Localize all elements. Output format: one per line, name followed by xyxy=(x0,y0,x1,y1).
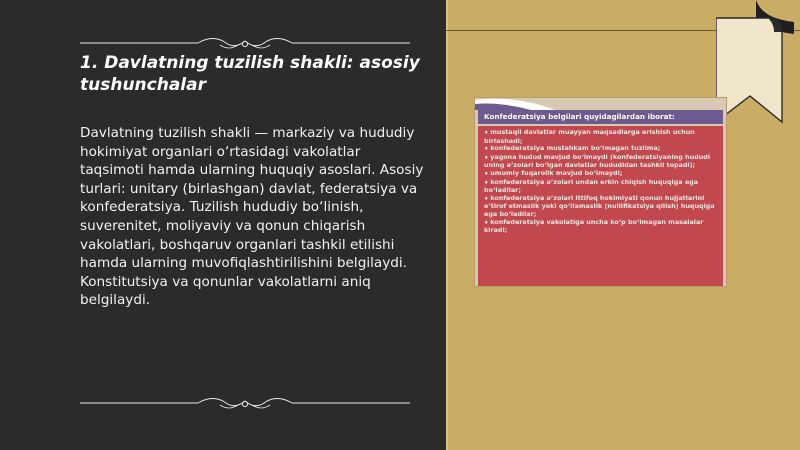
slide-title: 1. Davlatning tuzilish shakli: asosiy tushunchalar xyxy=(80,53,420,95)
ornament-divider-bottom xyxy=(80,396,410,410)
list-item: ♦ konfederatsiya a’zolari ittifoq hokimiyati qonun hujjatlarini e’tirof etmaslik yoki qo‘llamaslik (nullifikatsiya qilish) huquqiga ega bo‘ladilar; xyxy=(484,195,719,219)
slide-body-text: Davlatning tuzilish shakli — markaziy va hududiy hokimiyat organlari o‘rtasidagi vakolatlar taqsimoti hamda ularning huquqiy asoslari. Asosiy turlari: unitary (birlashgan) davlat, federatsiya va konfederatsiya. Tuzilish hududiy bo‘linish, suverenitet, moliyaviy va qonun chiqarish vakolatlari, boshqaruv organlari tashkil etilishi hamda ularning muvofiqlashtirilishini belgilaydi. Konstitutsiya va qonunlar vakolatlarni aniq belgilaydi. xyxy=(80,125,424,309)
card-header: Konfederatsiya belgilari quyidagilardan iborat: xyxy=(478,110,723,124)
list-item: ♦ umumiy fuqarolik mavjud bo‘lmaydi; xyxy=(484,170,719,179)
list-item: ♦ yagona hudud mavjud bo‘lmaydi (konfederatsiyaning hududi uning a’zolari bo‘lgan davlatlar hududidan tashkil topadi); xyxy=(484,154,719,170)
card-list xyxy=(478,126,723,286)
list-item: ♦ konfederatsiya a’zolari undan erkin chiqish huquqiga ega bo‘ladilar; xyxy=(484,179,719,195)
ornament-divider-top xyxy=(80,36,410,50)
list-item: ♦ mustaqil davlatlar muayyan maqsadlarga erishish uchun birlashadi; xyxy=(484,129,719,145)
list-item: ♦ konfederatsiya vakolatiga uncha ko‘p bo‘lmagan masalalar kiradi; xyxy=(484,219,719,235)
list-item: ♦ konfederatsiya mustahkam bo‘lmagan tuzilma; xyxy=(484,145,719,154)
confederation-info-card xyxy=(475,98,726,286)
bookmark-ribbon-icon xyxy=(716,0,794,126)
